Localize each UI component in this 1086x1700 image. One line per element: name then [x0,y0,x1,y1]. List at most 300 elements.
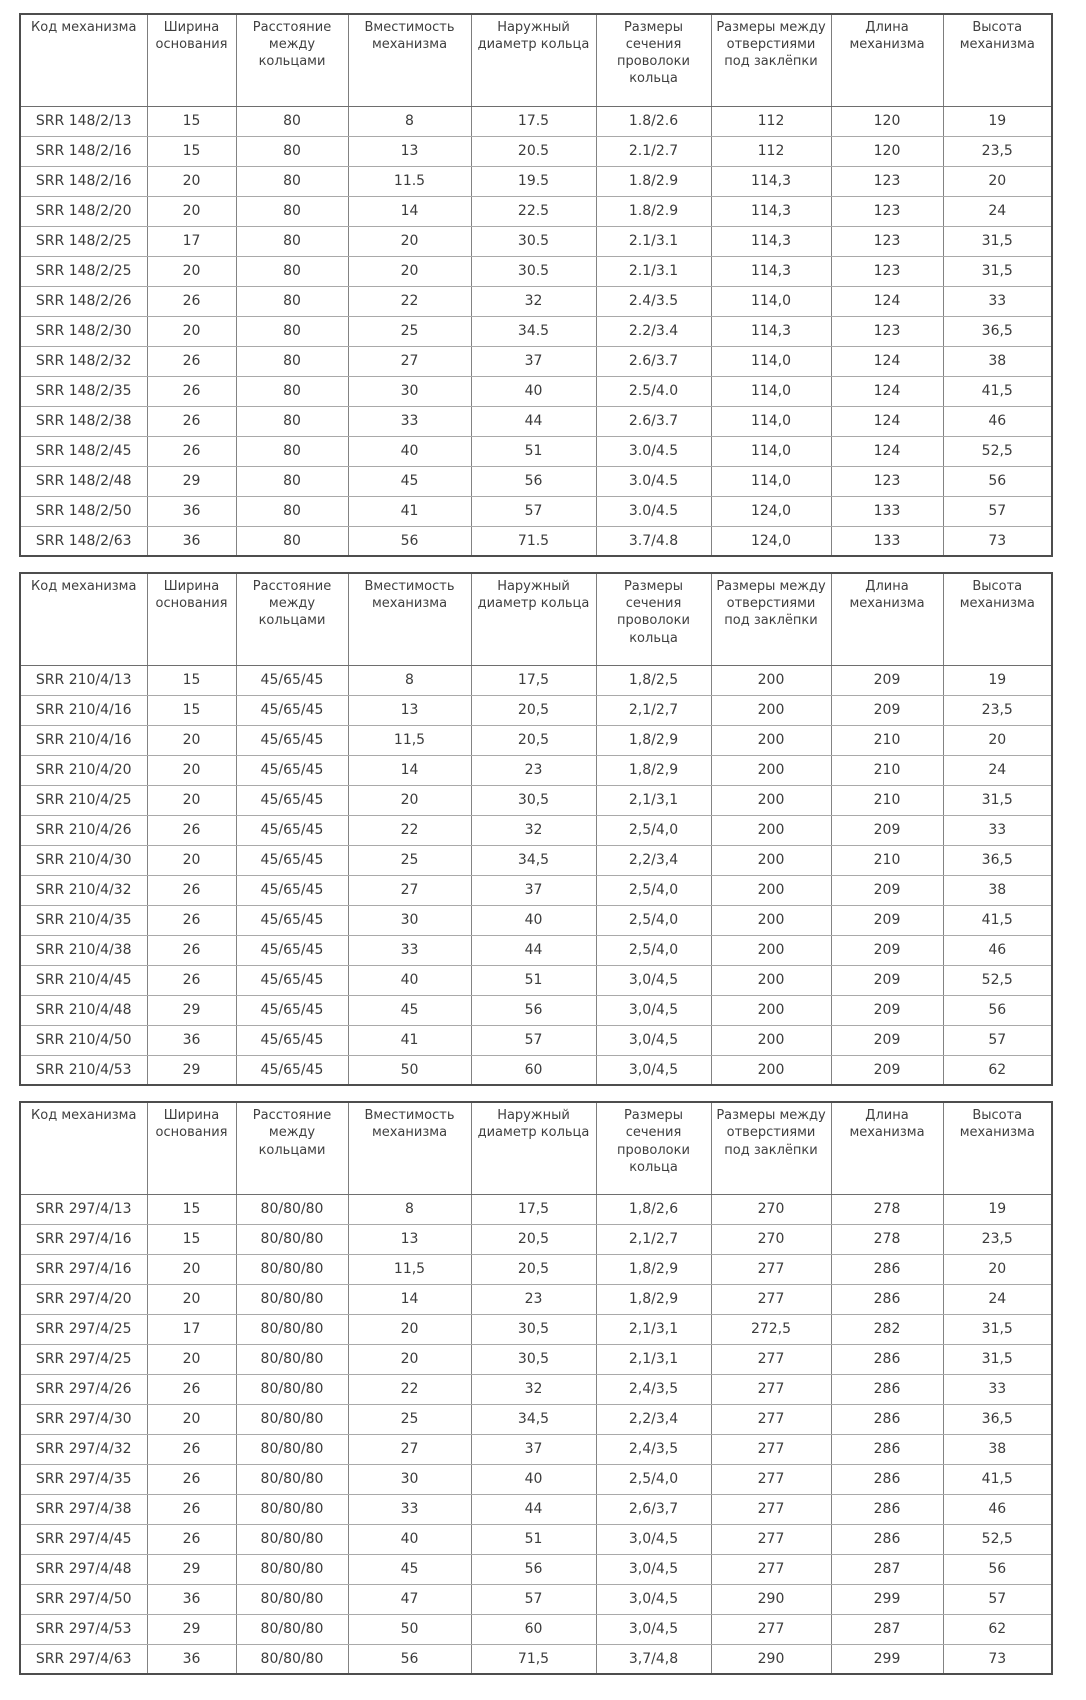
table-row [20,785,1052,815]
value-cell: 51 [471,965,596,995]
mechanism-code-cell: SRR 210/4/35 [20,905,147,935]
value-cell: 2,5/4,0 [596,875,711,905]
spec-table-srr-210-4 [19,572,1053,1086]
table-row [20,695,1052,725]
value-cell: 46 [943,406,1052,436]
value-cell: 33 [943,1374,1052,1404]
value-cell: 120 [831,136,943,166]
value-cell: 33 [943,286,1052,316]
value-cell: 45/65/45 [236,905,348,935]
value-cell: 30,5 [471,1344,596,1374]
value-cell: 45/65/45 [236,935,348,965]
value-cell: 17 [147,1314,236,1344]
value-cell: 26 [147,346,236,376]
value-cell: 80 [236,466,348,496]
value-cell: 120 [831,106,943,136]
value-cell: 20 [147,785,236,815]
column-header-5: Наружный диаметр кольца [471,573,596,665]
value-cell: 200 [711,755,831,785]
value-cell: 80/80/80 [236,1194,348,1224]
value-cell: 80 [236,316,348,346]
mechanism-code-cell: SRR 148/2/32 [20,346,147,376]
value-cell: 27 [348,875,471,905]
value-cell: 3,0/4,5 [596,1524,711,1554]
value-cell: 114,3 [711,316,831,346]
value-cell: 2.6/3.7 [596,406,711,436]
value-cell: 22 [348,286,471,316]
table-row [20,196,1052,226]
value-cell: 15 [147,695,236,725]
value-cell: 299 [831,1644,943,1674]
table-row [20,106,1052,136]
value-cell: 36,5 [943,845,1052,875]
table-row [20,226,1052,256]
column-header-3: Расстояние между кольцами [236,1102,348,1194]
value-cell: 11,5 [348,1254,471,1284]
value-cell: 32 [471,1374,596,1404]
table-row [20,935,1052,965]
value-cell: 44 [471,1494,596,1524]
column-header-2: Ширина основания [147,573,236,665]
value-cell: 200 [711,1025,831,1055]
value-cell: 277 [711,1614,831,1644]
table-body [20,1194,1052,1674]
mechanism-code-cell: SRR 148/2/16 [20,166,147,196]
mechanism-code-cell: SRR 297/4/25 [20,1314,147,1344]
value-cell: 80 [236,166,348,196]
value-cell: 286 [831,1344,943,1374]
value-cell: 40 [348,965,471,995]
value-cell: 20 [943,1254,1052,1284]
value-cell: 290 [711,1584,831,1614]
value-cell: 209 [831,1055,943,1085]
value-cell: 282 [831,1314,943,1344]
value-cell: 80/80/80 [236,1224,348,1254]
value-cell: 17,5 [471,1194,596,1224]
value-cell: 57 [471,496,596,526]
header-row [20,1102,1052,1194]
value-cell: 200 [711,935,831,965]
value-cell: 200 [711,695,831,725]
value-cell: 114,0 [711,466,831,496]
value-cell: 40 [348,436,471,466]
value-cell: 1,8/2,9 [596,1284,711,1314]
value-cell: 45/65/45 [236,965,348,995]
value-cell: 286 [831,1434,943,1464]
value-cell: 2,5/4,0 [596,905,711,935]
value-cell: 26 [147,905,236,935]
value-cell: 209 [831,875,943,905]
table-row [20,526,1052,556]
value-cell: 41 [348,1025,471,1055]
value-cell: 56 [348,1644,471,1674]
table-row [20,1194,1052,1224]
value-cell: 30,5 [471,1314,596,1344]
value-cell: 25 [348,1404,471,1434]
table-row [20,1284,1052,1314]
table-row [20,725,1052,755]
value-cell: 210 [831,725,943,755]
value-cell: 23 [471,755,596,785]
column-header-4: Вместимость механизма [348,573,471,665]
value-cell: 80/80/80 [236,1434,348,1464]
value-cell: 20 [348,1344,471,1374]
value-cell: 133 [831,496,943,526]
mechanism-code-cell: SRR 148/2/25 [20,256,147,286]
value-cell: 2,1/3,1 [596,1314,711,1344]
mechanism-code-cell: SRR 148/2/16 [20,136,147,166]
value-cell: 114,0 [711,406,831,436]
value-cell: 80 [236,376,348,406]
value-cell: 45/65/45 [236,875,348,905]
value-cell: 287 [831,1614,943,1644]
value-cell: 210 [831,845,943,875]
value-cell: 38 [943,346,1052,376]
value-cell: 299 [831,1584,943,1614]
mechanism-code-cell: SRR 297/4/26 [20,1374,147,1404]
value-cell: 1,8/2,9 [596,755,711,785]
value-cell: 45 [348,466,471,496]
column-header-8: Длина механизма [831,1102,943,1194]
value-cell: 25 [348,845,471,875]
table-row [20,1644,1052,1674]
mechanism-code-cell: SRR 148/2/48 [20,466,147,496]
value-cell: 20 [147,256,236,286]
value-cell: 24 [943,196,1052,226]
value-cell: 31,5 [943,256,1052,286]
table-row [20,815,1052,845]
value-cell: 20 [147,1404,236,1434]
value-cell: 20 [147,196,236,226]
value-cell: 37 [471,346,596,376]
column-header-6: Размеры сечения проволоки кольца [596,573,711,665]
value-cell: 45/65/45 [236,815,348,845]
mechanism-code-cell: SRR 210/4/16 [20,695,147,725]
value-cell: 210 [831,755,943,785]
value-cell: 29 [147,995,236,1025]
mechanism-code-cell: SRR 297/4/35 [20,1464,147,1494]
column-header-1: Код механизма [20,1102,147,1194]
value-cell: 31,5 [943,1344,1052,1374]
mechanism-code-cell: SRR 210/4/45 [20,965,147,995]
value-cell: 41,5 [943,905,1052,935]
column-header-6: Размеры сечения проволоки кольца [596,1102,711,1194]
table-row [20,436,1052,466]
value-cell: 23 [471,1284,596,1314]
value-cell: 209 [831,815,943,845]
value-cell: 123 [831,226,943,256]
value-cell: 277 [711,1494,831,1524]
value-cell: 60 [471,1614,596,1644]
value-cell: 200 [711,905,831,935]
value-cell: 278 [831,1194,943,1224]
value-cell: 20 [147,755,236,785]
value-cell: 20 [943,725,1052,755]
mechanism-code-cell: SRR 148/2/25 [20,226,147,256]
column-header-3: Расстояние между кольцами [236,573,348,665]
value-cell: 20 [943,166,1052,196]
table-row [20,466,1052,496]
value-cell: 15 [147,1224,236,1254]
value-cell: 33 [348,935,471,965]
value-cell: 26 [147,1494,236,1524]
value-cell: 80/80/80 [236,1524,348,1554]
value-cell: 286 [831,1374,943,1404]
value-cell: 2,2/3,4 [596,845,711,875]
mechanism-code-cell: SRR 210/4/20 [20,755,147,785]
table-row [20,755,1052,785]
mechanism-code-cell: SRR 297/4/16 [20,1254,147,1284]
table-row [20,1344,1052,1374]
column-header-6: Размеры сечения проволоки кольца [596,14,711,106]
value-cell: 57 [943,1025,1052,1055]
value-cell: 26 [147,436,236,466]
value-cell: 23,5 [943,695,1052,725]
value-cell: 34,5 [471,845,596,875]
value-cell: 40 [348,1524,471,1554]
value-cell: 2.1/3.1 [596,256,711,286]
value-cell: 209 [831,665,943,695]
value-cell: 45 [348,995,471,1025]
value-cell: 20 [147,1344,236,1374]
value-cell: 286 [831,1254,943,1284]
table-body [20,665,1052,1085]
value-cell: 26 [147,935,236,965]
value-cell: 34,5 [471,1404,596,1434]
mechanism-code-cell: SRR 148/2/35 [20,376,147,406]
value-cell: 40 [471,1464,596,1494]
value-cell: 290 [711,1644,831,1674]
value-cell: 2.5/4.0 [596,376,711,406]
value-cell: 277 [711,1374,831,1404]
value-cell: 123 [831,316,943,346]
value-cell: 123 [831,256,943,286]
mechanism-code-cell: SRR 297/4/13 [20,1194,147,1224]
value-cell: 36 [147,526,236,556]
value-cell: 40 [471,905,596,935]
value-cell: 20,5 [471,695,596,725]
value-cell: 3.0/4.5 [596,436,711,466]
value-cell: 20,5 [471,1224,596,1254]
value-cell: 8 [348,665,471,695]
value-cell: 19 [943,1194,1052,1224]
value-cell: 41,5 [943,376,1052,406]
value-cell: 26 [147,1374,236,1404]
value-cell: 29 [147,1554,236,1584]
value-cell: 51 [471,1524,596,1554]
value-cell: 8 [348,106,471,136]
value-cell: 17.5 [471,106,596,136]
value-cell: 3,0/4,5 [596,1614,711,1644]
value-cell: 80/80/80 [236,1284,348,1314]
value-cell: 73 [943,526,1052,556]
value-cell: 40 [471,376,596,406]
value-cell: 123 [831,196,943,226]
value-cell: 1.8/2.9 [596,166,711,196]
value-cell: 80 [236,256,348,286]
table-row [20,1614,1052,1644]
value-cell: 200 [711,845,831,875]
value-cell: 1.8/2.9 [596,196,711,226]
value-cell: 62 [943,1614,1052,1644]
value-cell: 56 [943,466,1052,496]
value-cell: 37 [471,875,596,905]
value-cell: 33 [348,1494,471,1524]
value-cell: 17,5 [471,665,596,695]
table-header [20,573,1052,665]
value-cell: 57 [943,1584,1052,1614]
value-cell: 200 [711,1055,831,1085]
value-cell: 114,3 [711,196,831,226]
value-cell: 80/80/80 [236,1404,348,1434]
table-row [20,1374,1052,1404]
value-cell: 50 [348,1055,471,1085]
value-cell: 11,5 [348,725,471,755]
value-cell: 33 [943,815,1052,845]
value-cell: 45/65/45 [236,665,348,695]
value-cell: 277 [711,1524,831,1554]
value-cell: 20 [147,845,236,875]
value-cell: 2.1/2.7 [596,136,711,166]
value-cell: 80/80/80 [236,1254,348,1284]
value-cell: 13 [348,1224,471,1254]
value-cell: 209 [831,935,943,965]
value-cell: 56 [471,1554,596,1584]
mechanism-code-cell: SRR 210/4/50 [20,1025,147,1055]
value-cell: 2.4/3.5 [596,286,711,316]
value-cell: 73 [943,1644,1052,1674]
value-cell: 26 [147,1524,236,1554]
value-cell: 22 [348,1374,471,1404]
mechanism-code-cell: SRR 297/4/32 [20,1434,147,1464]
value-cell: 36,5 [943,316,1052,346]
value-cell: 32 [471,815,596,845]
column-header-9: Высота механизма [943,14,1052,106]
value-cell: 30.5 [471,256,596,286]
column-header-7: Размеры между отверстиями под заклёпки [711,1102,831,1194]
value-cell: 80 [236,226,348,256]
table-row [20,376,1052,406]
value-cell: 71.5 [471,526,596,556]
value-cell: 26 [147,875,236,905]
value-cell: 27 [348,1434,471,1464]
value-cell: 80/80/80 [236,1314,348,1344]
value-cell: 133 [831,526,943,556]
value-cell: 2,6/3,7 [596,1494,711,1524]
value-cell: 123 [831,166,943,196]
value-cell: 123 [831,466,943,496]
value-cell: 31,5 [943,226,1052,256]
value-cell: 80 [236,346,348,376]
value-cell: 36 [147,1025,236,1055]
value-cell: 200 [711,815,831,845]
value-cell: 45/65/45 [236,995,348,1025]
value-cell: 2,5/4,0 [596,815,711,845]
table-row [20,1055,1052,1085]
value-cell: 1.8/2.6 [596,106,711,136]
value-cell: 44 [471,935,596,965]
value-cell: 20 [147,1254,236,1284]
value-cell: 286 [831,1464,943,1494]
value-cell: 114,0 [711,376,831,406]
value-cell: 15 [147,136,236,166]
table-row [20,875,1052,905]
value-cell: 19 [943,106,1052,136]
column-header-7: Размеры между отверстиями под заклёпки [711,573,831,665]
value-cell: 29 [147,1614,236,1644]
value-cell: 80/80/80 [236,1374,348,1404]
value-cell: 2.1/3.1 [596,226,711,256]
mechanism-code-cell: SRR 297/4/53 [20,1614,147,1644]
value-cell: 14 [348,196,471,226]
column-header-3: Расстояние между кольцами [236,14,348,106]
value-cell: 11.5 [348,166,471,196]
value-cell: 56 [943,1554,1052,1584]
value-cell: 112 [711,136,831,166]
mechanism-code-cell: SRR 297/4/30 [20,1404,147,1434]
value-cell: 3.0/4.5 [596,466,711,496]
value-cell: 1,8/2,6 [596,1194,711,1224]
value-cell: 3,0/4,5 [596,1025,711,1055]
value-cell: 2,2/3,4 [596,1404,711,1434]
mechanism-code-cell: SRR 297/4/20 [20,1284,147,1314]
value-cell: 52,5 [943,965,1052,995]
table-row [20,316,1052,346]
value-cell: 1,8/2,9 [596,1254,711,1284]
value-cell: 36 [147,1644,236,1674]
value-cell: 2,4/3,5 [596,1374,711,1404]
value-cell: 13 [348,695,471,725]
value-cell: 45/65/45 [236,1025,348,1055]
value-cell: 277 [711,1254,831,1284]
value-cell: 29 [147,466,236,496]
value-cell: 45 [348,1554,471,1584]
value-cell: 56 [348,526,471,556]
value-cell: 56 [943,995,1052,1025]
value-cell: 200 [711,875,831,905]
value-cell: 114,3 [711,226,831,256]
table-row [20,136,1052,166]
value-cell: 60 [471,1055,596,1085]
value-cell: 3,0/4,5 [596,1055,711,1085]
value-cell: 41 [348,496,471,526]
value-cell: 3.0/4.5 [596,496,711,526]
mechanism-code-cell: SRR 148/2/38 [20,406,147,436]
value-cell: 26 [147,1464,236,1494]
value-cell: 286 [831,1404,943,1434]
table-row [20,286,1052,316]
value-cell: 24 [943,755,1052,785]
mechanism-code-cell: SRR 297/4/63 [20,1644,147,1674]
value-cell: 30 [348,376,471,406]
column-header-2: Ширина основания [147,1102,236,1194]
value-cell: 80 [236,196,348,226]
value-cell: 114,3 [711,166,831,196]
table-row [20,1254,1052,1284]
value-cell: 286 [831,1494,943,1524]
value-cell: 124 [831,406,943,436]
value-cell: 114,0 [711,286,831,316]
value-cell: 45/65/45 [236,695,348,725]
value-cell: 80/80/80 [236,1554,348,1584]
value-cell: 20 [147,725,236,755]
mechanism-code-cell: SRR 148/2/20 [20,196,147,226]
spec-table-srr-297-4 [19,1101,1053,1675]
mechanism-code-cell: SRR 210/4/53 [20,1055,147,1085]
value-cell: 277 [711,1554,831,1584]
value-cell: 19 [943,665,1052,695]
value-cell: 80 [236,436,348,466]
